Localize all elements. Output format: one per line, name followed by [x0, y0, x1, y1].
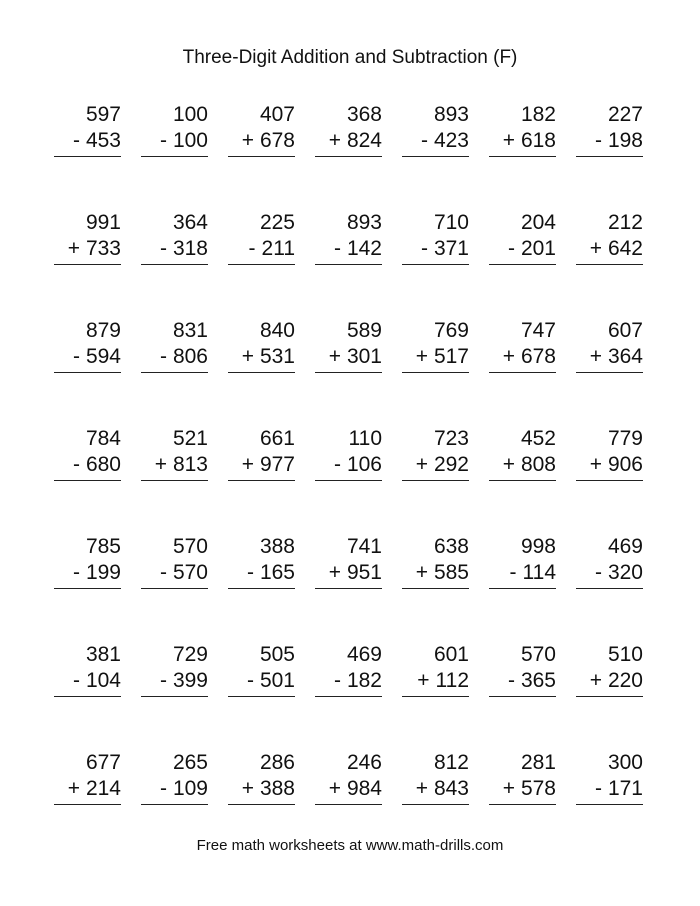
problem-bottom-number: 399 — [172, 669, 208, 692]
problem-top-number: 769 — [433, 319, 469, 342]
problem-bottom-number: 594 — [85, 345, 121, 368]
problem-bottom-line — [315, 560, 382, 589]
problem-bottom-number: 364 — [607, 345, 643, 368]
problem-top-number: 110 — [348, 427, 382, 450]
problem-operator: - — [72, 453, 80, 476]
problem-bottom-line — [228, 236, 295, 265]
problem-operator: - — [72, 345, 80, 368]
problem-operator: - — [594, 129, 602, 152]
problem-operator: - — [159, 129, 167, 152]
problem-top-number: 893 — [346, 211, 382, 234]
problem-operator: + — [502, 777, 515, 800]
problem-bottom-number: 112 — [435, 669, 469, 692]
problem-operator: - — [246, 669, 254, 692]
problem — [315, 534, 382, 589]
problem-bottom-line — [576, 776, 643, 805]
problem — [141, 750, 208, 805]
problem-top-number: 510 — [607, 643, 643, 666]
problem-operator: + — [415, 777, 428, 800]
problem-operator: + — [589, 345, 602, 368]
problem-bottom-line — [576, 452, 643, 481]
problem-bottom-number: 388 — [259, 777, 295, 800]
problem — [402, 426, 469, 481]
problem-bottom-number: 501 — [259, 669, 295, 692]
problem-top-number: 204 — [520, 211, 556, 234]
problem — [576, 534, 643, 589]
problem-bottom-number: 292 — [433, 453, 469, 476]
problem-operator: - — [159, 345, 167, 368]
problem-operator: - — [159, 777, 167, 800]
problem-top-number: 785 — [85, 535, 121, 558]
problem-bottom-number: 423 — [433, 129, 469, 152]
problem-bottom-line — [402, 776, 469, 805]
problem-operator: + — [241, 453, 254, 476]
problem-bottom-number: 371 — [433, 237, 469, 260]
problem-bottom-line — [54, 452, 121, 481]
problem-top-number: 286 — [259, 751, 295, 774]
problem-bottom-number: 813 — [172, 453, 208, 476]
problem — [315, 642, 382, 697]
problem-bottom-number: 301 — [346, 345, 382, 368]
problem — [576, 642, 643, 697]
problem-operator: - — [159, 669, 167, 692]
problem-bottom-number: 211 — [261, 237, 295, 260]
problem-operator: + — [67, 237, 80, 260]
problem — [402, 102, 469, 157]
problem-bottom-line — [228, 452, 295, 481]
problem-bottom-line — [54, 128, 121, 157]
problem-bottom-number: 678 — [259, 129, 295, 152]
problem-operator: + — [154, 453, 167, 476]
problem-operator: - — [72, 669, 80, 692]
problem-bottom-line — [402, 668, 469, 697]
problem-operator: + — [328, 129, 341, 152]
problem — [54, 534, 121, 589]
problem-top-number: 601 — [433, 643, 469, 666]
problem-top-number: 638 — [433, 535, 469, 558]
problem-bottom-line — [141, 452, 208, 481]
problem-operator: + — [589, 669, 602, 692]
problem-bottom-line — [315, 452, 382, 481]
problem-bottom-number: 824 — [346, 129, 382, 152]
problem — [489, 750, 556, 805]
problem-operator: - — [333, 669, 341, 692]
problem — [315, 750, 382, 805]
problem-bottom-line — [402, 452, 469, 481]
problem-bottom-line — [141, 236, 208, 265]
problem-top-number: 840 — [259, 319, 295, 342]
problem-operator: - — [72, 129, 80, 152]
problem — [141, 534, 208, 589]
problem-top-number: 281 — [520, 751, 556, 774]
problem — [228, 318, 295, 373]
problem — [402, 534, 469, 589]
problem-top-number: 265 — [172, 751, 208, 774]
problem-bottom-line — [489, 128, 556, 157]
problem-operator: + — [417, 669, 430, 692]
problem — [54, 426, 121, 481]
problem-bottom-line — [141, 128, 208, 157]
problem-top-number: 893 — [433, 103, 469, 126]
problem-top-number: 570 — [172, 535, 208, 558]
problem-bottom-number: 678 — [520, 345, 556, 368]
problem — [489, 102, 556, 157]
problem-top-number: 729 — [172, 643, 208, 666]
problem-bottom-number: 114 — [522, 561, 556, 584]
problem-top-number: 741 — [346, 535, 382, 558]
problem-bottom-number: 318 — [172, 237, 208, 260]
problem-bottom-line — [54, 776, 121, 805]
problem-bottom-line — [315, 344, 382, 373]
problem-bottom-line — [228, 560, 295, 589]
problem-top-number: 723 — [433, 427, 469, 450]
problem-operator: - — [159, 561, 167, 584]
problem-operator: + — [415, 345, 428, 368]
problem — [489, 426, 556, 481]
problem-operator: + — [241, 129, 254, 152]
problem-bottom-line — [489, 236, 556, 265]
problem — [141, 102, 208, 157]
problem-operator: - — [594, 561, 602, 584]
problem-top-number: 182 — [520, 103, 556, 126]
problem-bottom-number: 182 — [346, 669, 382, 692]
problem-bottom-line — [576, 128, 643, 157]
problem-top-number: 246 — [346, 751, 382, 774]
problem-bottom-number: 165 — [259, 561, 295, 584]
problem-top-number: 300 — [607, 751, 643, 774]
problem-top-number: 677 — [85, 751, 121, 774]
problem — [489, 534, 556, 589]
problem-operator: - — [72, 561, 80, 584]
problem-bottom-line — [576, 668, 643, 697]
problem-bottom-line — [228, 344, 295, 373]
problem-bottom-line — [228, 128, 295, 157]
problem-bottom-line — [141, 776, 208, 805]
problem — [228, 102, 295, 157]
problem-operator: + — [328, 561, 341, 584]
problem-operator: + — [67, 777, 80, 800]
problem-top-number: 589 — [346, 319, 382, 342]
problem-bottom-number: 220 — [607, 669, 643, 692]
problem-operator: + — [241, 345, 254, 368]
problem-bottom-line — [402, 344, 469, 373]
problem-bottom-number: 642 — [607, 237, 643, 260]
problem-operator: - — [507, 237, 515, 260]
problem-bottom-number: 951 — [346, 561, 382, 584]
problem-top-number: 779 — [607, 427, 643, 450]
problem-top-number: 469 — [607, 535, 643, 558]
problem — [489, 210, 556, 265]
problem-bottom-line — [489, 560, 556, 589]
problem-top-number: 521 — [172, 427, 208, 450]
problem-bottom-line — [402, 560, 469, 589]
problem — [402, 642, 469, 697]
problem — [315, 102, 382, 157]
problem — [54, 318, 121, 373]
problem — [54, 750, 121, 805]
problem-bottom-number: 808 — [520, 453, 556, 476]
problem — [141, 426, 208, 481]
problem-bottom-number: 680 — [85, 453, 121, 476]
problem-bottom-line — [576, 236, 643, 265]
problem-bottom-number: 517 — [433, 345, 469, 368]
problem-bottom-number: 618 — [520, 129, 556, 152]
problem-bottom-line — [489, 452, 556, 481]
problem — [489, 642, 556, 697]
problem-bottom-number: 984 — [346, 777, 382, 800]
problem — [228, 750, 295, 805]
problem — [54, 210, 121, 265]
problem-bottom-line — [141, 344, 208, 373]
problem-operator: - — [509, 561, 517, 584]
problem-bottom-number: 214 — [85, 777, 121, 800]
problem — [402, 750, 469, 805]
problem-operator: - — [594, 777, 602, 800]
problem-bottom-line — [228, 668, 295, 697]
problem-bottom-line — [54, 344, 121, 373]
problem-operator: - — [246, 561, 254, 584]
problem-operator: + — [502, 453, 515, 476]
footer-text: Free math worksheets at www.math-drills.com — [196, 837, 504, 854]
problem — [315, 210, 382, 265]
problem-operator: + — [589, 237, 602, 260]
problem-bottom-line — [141, 560, 208, 589]
problem-top-number: 227 — [607, 103, 643, 126]
problem-top-number: 407 — [259, 103, 295, 126]
problem — [141, 318, 208, 373]
problem-top-number: 607 — [607, 319, 643, 342]
problem-top-number: 364 — [172, 211, 208, 234]
problem — [576, 210, 643, 265]
problem-bottom-line — [54, 560, 121, 589]
problem-operator: + — [502, 345, 515, 368]
problem — [141, 210, 208, 265]
problem-bottom-line — [141, 668, 208, 697]
problem-bottom-number: 843 — [433, 777, 469, 800]
problem-operator: + — [589, 453, 602, 476]
problem-top-number: 831 — [172, 319, 208, 342]
problem-top-number: 597 — [85, 103, 121, 126]
problem-bottom-number: 733 — [85, 237, 121, 260]
problem-top-number: 812 — [433, 751, 469, 774]
problem — [576, 102, 643, 157]
problem — [576, 750, 643, 805]
problem-bottom-number: 578 — [520, 777, 556, 800]
problem-bottom-number: 531 — [259, 345, 295, 368]
problem — [489, 318, 556, 373]
problem-top-number: 998 — [520, 535, 556, 558]
problem-top-number: 661 — [259, 427, 295, 450]
problem — [228, 534, 295, 589]
problem-bottom-number: 365 — [520, 669, 556, 692]
problem-top-number: 381 — [85, 643, 121, 666]
problem-bottom-line — [489, 776, 556, 805]
problem — [54, 642, 121, 697]
problem-bottom-line — [315, 776, 382, 805]
problem-top-number: 747 — [520, 319, 556, 342]
problem — [576, 426, 643, 481]
problem-bottom-line — [315, 236, 382, 265]
problem-operator: - — [507, 669, 515, 692]
problem-bottom-number: 199 — [85, 561, 121, 584]
problem-bottom-line — [489, 668, 556, 697]
problem — [315, 318, 382, 373]
problem-operator: + — [241, 777, 254, 800]
problem — [228, 642, 295, 697]
problem — [576, 318, 643, 373]
problem-bottom-line — [489, 344, 556, 373]
problem-bottom-number: 585 — [433, 561, 469, 584]
problem-top-number: 225 — [259, 211, 295, 234]
problem-bottom-number: 320 — [607, 561, 643, 584]
problem-top-number: 505 — [259, 643, 295, 666]
problem — [141, 642, 208, 697]
problem-top-number: 991 — [85, 211, 121, 234]
problem-bottom-line — [402, 236, 469, 265]
problem-bottom-line — [315, 128, 382, 157]
problem-bottom-number: 201 — [520, 237, 556, 260]
problem-top-number: 100 — [172, 103, 208, 126]
problem-operator: - — [333, 453, 341, 476]
problem-operator: - — [333, 237, 341, 260]
problem-bottom-line — [315, 668, 382, 697]
problem-bottom-number: 142 — [346, 237, 382, 260]
problem-top-number: 452 — [520, 427, 556, 450]
problem — [315, 426, 382, 481]
problem-bottom-line — [54, 668, 121, 697]
problem-bottom-line — [402, 128, 469, 157]
problem-bottom-line — [576, 560, 643, 589]
problem-bottom-line — [228, 776, 295, 805]
problem-bottom-number: 906 — [607, 453, 643, 476]
problem-bottom-number: 453 — [85, 129, 121, 152]
problem-operator: - — [248, 237, 256, 260]
problem-bottom-number: 171 — [607, 777, 643, 800]
problem-operator: + — [415, 561, 428, 584]
problem-operator: - — [420, 237, 428, 260]
problem-operator: + — [502, 129, 515, 152]
problem-operator: - — [420, 129, 428, 152]
problem-bottom-line — [576, 344, 643, 373]
problem-bottom-number: 977 — [259, 453, 295, 476]
problem-grid — [54, 102, 643, 805]
problem-top-number: 388 — [259, 535, 295, 558]
problem-bottom-number: 806 — [172, 345, 208, 368]
problem — [402, 318, 469, 373]
problem-bottom-number: 198 — [607, 129, 643, 152]
problem-top-number: 570 — [520, 643, 556, 666]
problem-top-number: 879 — [85, 319, 121, 342]
problem-top-number: 368 — [346, 103, 382, 126]
problem — [54, 102, 121, 157]
problem-top-number: 784 — [85, 427, 121, 450]
problem — [228, 426, 295, 481]
problem-operator: + — [328, 345, 341, 368]
problem-top-number: 469 — [346, 643, 382, 666]
problem-top-number: 710 — [433, 211, 469, 234]
problem-bottom-number: 109 — [172, 777, 208, 800]
problem-bottom-number: 100 — [172, 129, 208, 152]
problem-bottom-number: 570 — [172, 561, 208, 584]
problem-top-number: 212 — [607, 211, 643, 234]
problem-bottom-number: 104 — [85, 669, 121, 692]
problem — [402, 210, 469, 265]
problem-bottom-number: 106 — [346, 453, 382, 476]
problem-operator: + — [415, 453, 428, 476]
problem — [228, 210, 295, 265]
page-title: Three-Digit Addition and Subtraction (F) — [182, 47, 518, 68]
problem-operator: + — [328, 777, 341, 800]
problem-bottom-line — [54, 236, 121, 265]
problem-operator: - — [159, 237, 167, 260]
